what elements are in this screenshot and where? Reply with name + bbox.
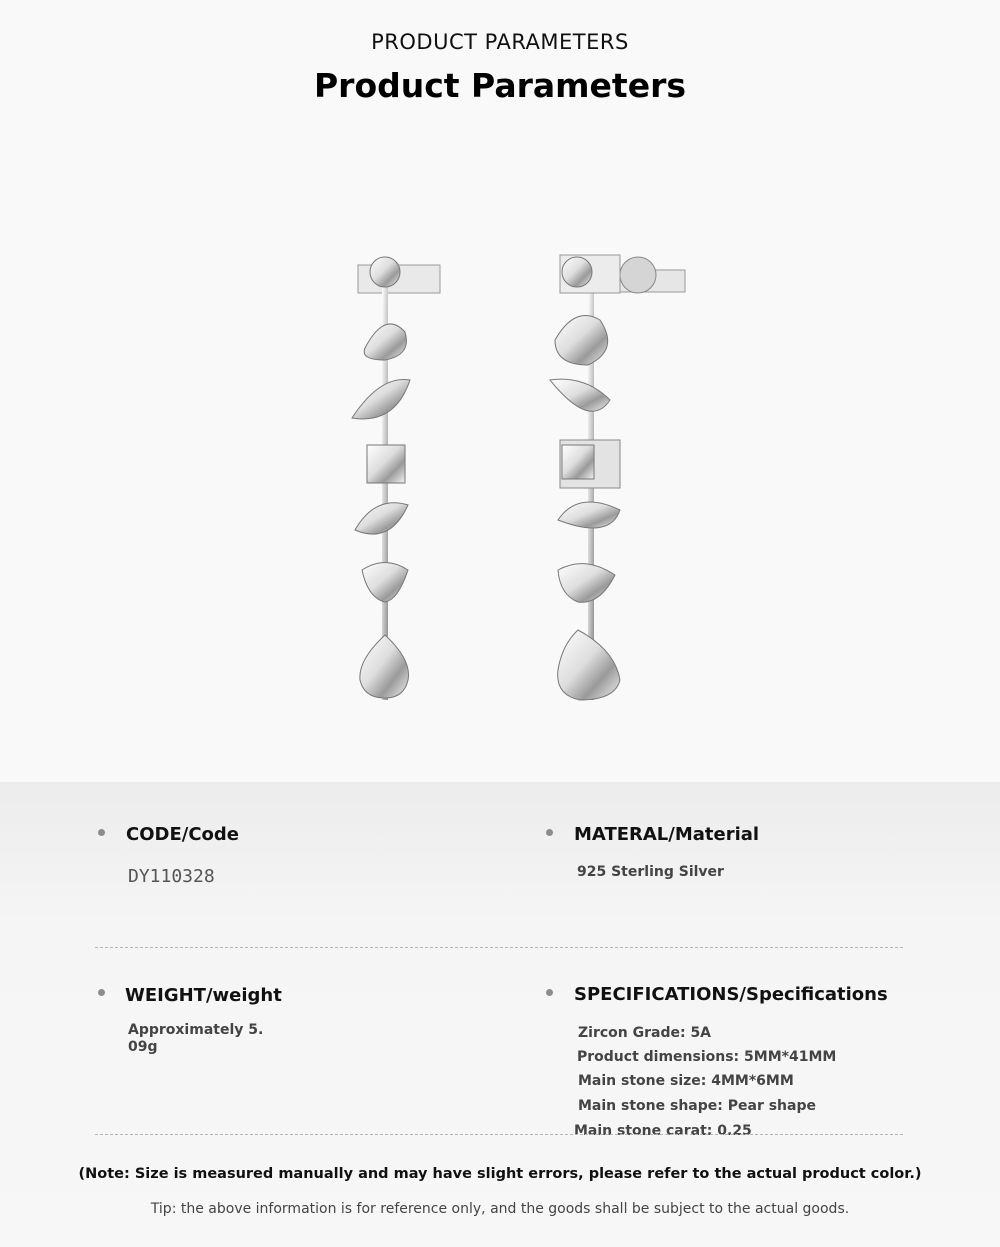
reference-tip: Tip: the above information is for reference only, and the goods shall be subject to the actual goods. bbox=[150, 1201, 850, 1217]
spec-line: Zircon Grade: 5A bbox=[578, 1025, 712, 1041]
dashed-divider bbox=[95, 1134, 903, 1135]
right-earring bbox=[550, 255, 685, 700]
bullet-icon bbox=[98, 989, 105, 996]
bullet-icon bbox=[98, 829, 105, 836]
bullet-icon bbox=[546, 829, 553, 836]
bullet-icon bbox=[546, 989, 553, 996]
weight-value-line2: 09g bbox=[128, 1039, 158, 1055]
left-earring bbox=[352, 257, 440, 700]
dashed-divider bbox=[95, 947, 903, 948]
page-title: Product Parameters bbox=[313, 66, 687, 105]
code-value: DY110328 bbox=[128, 866, 215, 887]
size-note: (Note: Size is measured manually and may have slight errors, please refer to the actual product color.) bbox=[78, 1166, 922, 1182]
spec-line: Main stone size: 4MM*6MM bbox=[578, 1073, 794, 1089]
weight-value-line1: Approximately 5. bbox=[128, 1022, 264, 1038]
material-label: MATERAL/Material bbox=[574, 824, 760, 845]
earrings-image bbox=[320, 240, 700, 730]
code-label: CODE/Code bbox=[126, 824, 239, 845]
weight-label: WEIGHT/weight bbox=[125, 985, 282, 1006]
specifications-label: SPECIFICATIONS/Specifications bbox=[574, 984, 888, 1005]
section-heading-upper: PRODUCT PARAMETERS bbox=[371, 30, 629, 54]
spec-line: Product dimensions: 5MM*41MM bbox=[577, 1049, 837, 1065]
spec-line: Main stone carat: 0.25 bbox=[574, 1123, 752, 1139]
spec-line: Main stone shape: Pear shape bbox=[578, 1098, 816, 1114]
material-value: 925 Sterling Silver bbox=[577, 864, 724, 880]
